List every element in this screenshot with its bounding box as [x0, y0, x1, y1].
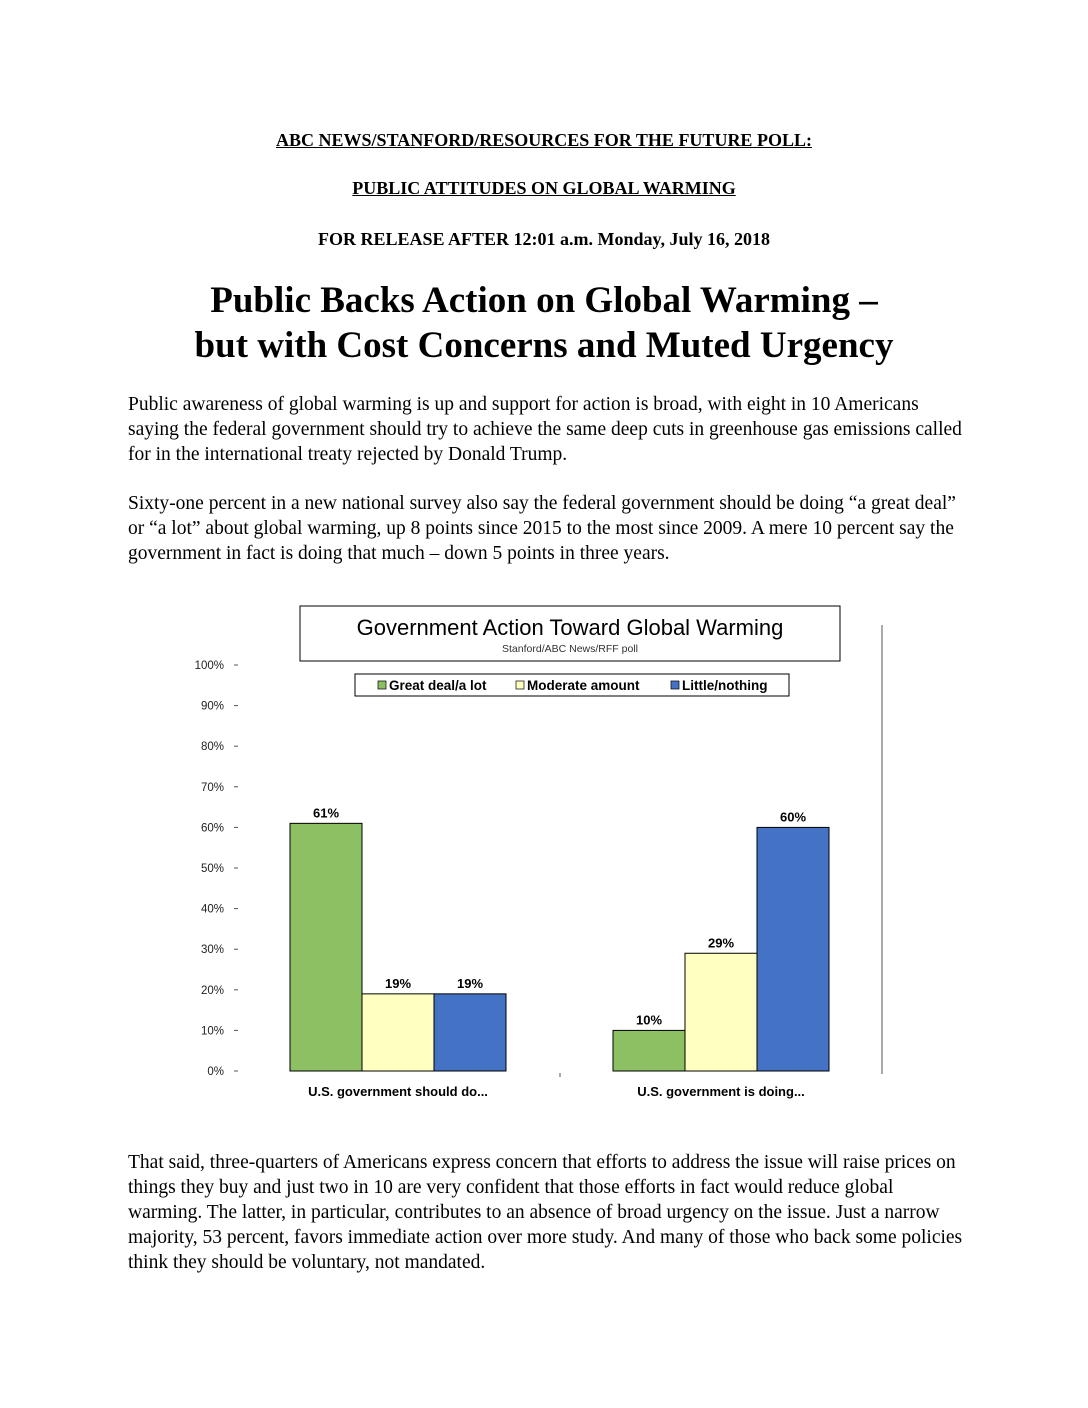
legend-label: Moderate amount: [527, 678, 640, 693]
y-tick-label: 30%: [200, 944, 224, 957]
poll-header: ABC NEWS/STANFORD/RESOURCES FOR THE FUTURE POLL:: [276, 130, 812, 150]
legend-swatch: [516, 681, 524, 689]
chart-subtitle: Stanford/ABC News/RFF poll: [502, 643, 638, 655]
y-tick-label: 0%: [207, 1066, 224, 1078]
y-tick-label: 70%: [200, 781, 224, 794]
y-tick-label: 50%: [200, 863, 224, 875]
category-label: U.S. government should do...: [308, 1084, 488, 1099]
legend-swatch: [378, 681, 386, 689]
bar-great-deal-a-lot-1: [613, 1030, 685, 1071]
data-label: 29%: [707, 935, 735, 951]
bar-moderate-amount-1: [685, 953, 757, 1071]
bar-little-nothing-1: [757, 827, 829, 1071]
body-paragraph-2: Sixty-one percent in a new national survey also say the federal government should be doing “a great deal” or “a lot” about global warming, up 8 points since 2015 to the most since 2009. A mere 10 percent say the government in fact is doing that much – down 5 points in three years.: [128, 493, 956, 564]
release-line: FOR RELEASE AFTER 12:01 a.m. Monday, July 16, 2018: [317, 229, 771, 249]
data-label: 19%: [384, 975, 412, 991]
body-paragraph-1: Public awareness of global warming is up and support for action is broad, with eight in 10 Americans saying the federal government should try to achieve the same deep cuts in greenhouse gas emissions called for in the international treaty rejected by Donald Trump.: [128, 394, 962, 465]
headline-line-1: Public Backs Action on Global Warming –: [210, 280, 878, 321]
y-tick-label: 90%: [200, 700, 224, 713]
y-tick-label: 10%: [200, 1025, 224, 1038]
y-tick-label: 60%: [200, 822, 224, 835]
chart-title: Government Action Toward Global Warming: [356, 615, 784, 640]
data-label: 61%: [312, 805, 340, 821]
legend-label: Great deal/a lot: [389, 678, 487, 693]
y-tick-label: 20%: [200, 984, 224, 997]
data-label: 19%: [456, 975, 484, 991]
data-label: 10%: [635, 1012, 663, 1028]
y-tick-label: 80%: [200, 741, 224, 754]
bar-chart: [160, 600, 900, 1110]
y-tick-label: 40%: [200, 903, 224, 916]
bar-great-deal-a-lot-0: [290, 823, 362, 1071]
body-paragraph-3: That said, three-quarters of Americans express concern that efforts to address the issue will raise prices on things they buy and just two in 10 are very confident that those efforts in fact would reduce global warming. The latter, in particular, contributes to an absence of broad urgency on the issue. Just a narrow majority, 53 percent, favors immediate action over more study. And many of those who back some policies think they should be voluntary, not mandated.: [128, 1152, 963, 1273]
poll-subheader: PUBLIC ATTITUDES ON GLOBAL WARMING: [352, 178, 736, 198]
legend-swatch: [671, 681, 679, 689]
legend-label: Little/nothing: [682, 678, 768, 693]
category-label: U.S. government is doing...: [637, 1084, 805, 1099]
bar-little-nothing-0: [434, 994, 506, 1071]
data-label: 60%: [779, 809, 807, 825]
y-tick-label: 100%: [194, 660, 224, 672]
headline-line-2: but with Cost Concerns and Muted Urgency: [194, 325, 894, 366]
bar-moderate-amount-0: [362, 994, 434, 1071]
